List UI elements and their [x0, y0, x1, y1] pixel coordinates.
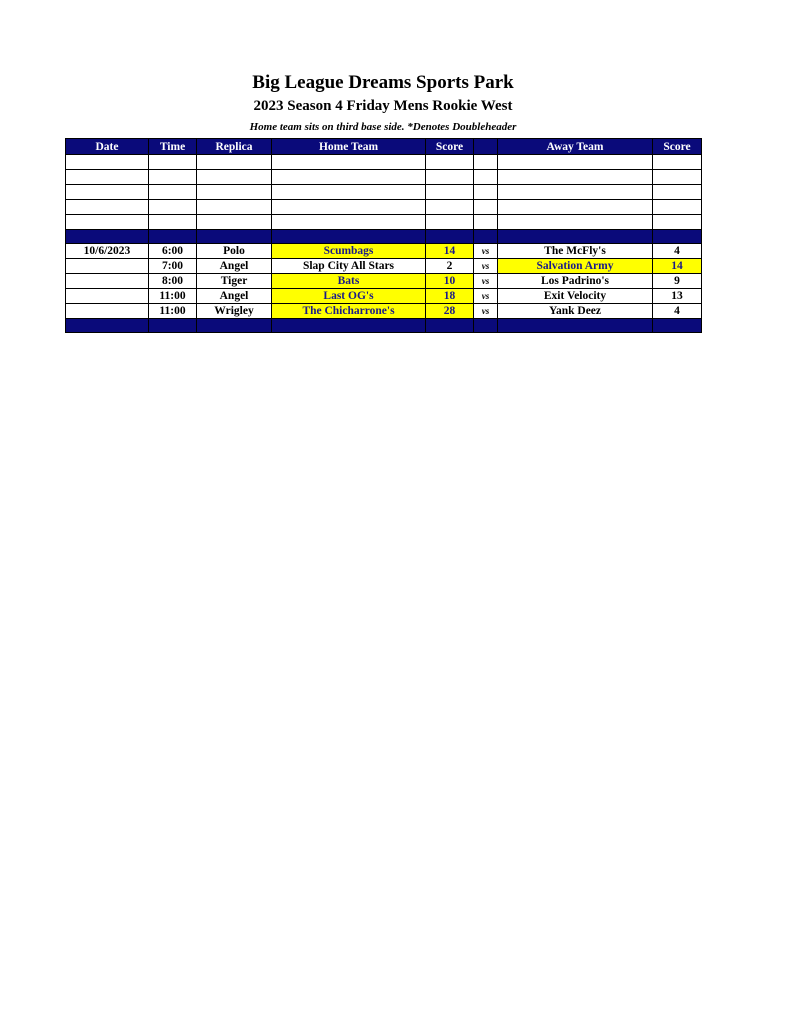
footer-row [66, 319, 702, 333]
game-row [66, 289, 702, 304]
game-time: 11:00 [149, 289, 197, 304]
game-row [66, 304, 702, 319]
game-row [66, 244, 702, 259]
away-team: Salvation Army [498, 259, 653, 274]
column-header-time: Time [149, 139, 197, 155]
game-time: 11:00 [149, 304, 197, 319]
game-time: 6:00 [149, 244, 197, 259]
game-replica: Polo [197, 244, 272, 259]
column-header-replica: Replica [197, 139, 272, 155]
home-score: 10 [426, 274, 474, 289]
column-header-home-score: Score [426, 139, 474, 155]
away-team: Exit Velocity [498, 289, 653, 304]
page-title: Big League Dreams Sports Park [252, 72, 514, 93]
column-header-vs [474, 139, 498, 155]
home-team: Slap City All Stars [272, 259, 426, 274]
empty-row [66, 155, 702, 170]
game-date [66, 304, 149, 319]
empty-row [66, 170, 702, 185]
game-date: 10/6/2023 [66, 244, 149, 259]
game-replica: Wrigley [197, 304, 272, 319]
game-row [66, 259, 702, 274]
page-subtitle: 2023 Season 4 Friday Mens Rookie West [253, 98, 513, 114]
away-score: 4 [653, 304, 702, 319]
game-date [66, 274, 149, 289]
vs-label: vs [474, 304, 498, 319]
game-time: 8:00 [149, 274, 197, 289]
game-replica: Angel [197, 289, 272, 304]
vs-label: vs [474, 274, 498, 289]
away-score: 13 [653, 289, 702, 304]
game-row [66, 274, 702, 289]
home-score: 14 [426, 244, 474, 259]
home-score: 2 [426, 259, 474, 274]
vs-label: vs [474, 259, 498, 274]
game-date [66, 289, 149, 304]
home-team: Bats [272, 274, 426, 289]
away-team: The McFly's [498, 244, 653, 259]
away-team: Yank Deez [498, 304, 653, 319]
away-score: 9 [653, 274, 702, 289]
vs-label: vs [474, 244, 498, 259]
column-header-home-team: Home Team [272, 139, 426, 155]
game-time: 7:00 [149, 259, 197, 274]
away-score: 14 [653, 259, 702, 274]
schedule-table [65, 138, 702, 333]
divider-row [66, 230, 702, 244]
game-date [66, 259, 149, 274]
header-row [66, 139, 702, 155]
game-replica: Tiger [197, 274, 272, 289]
header-note: Home team sits on third base side. *Denotes Doubleheader [249, 121, 517, 133]
away-team: Los Padrino's [498, 274, 653, 289]
vs-label: vs [474, 289, 498, 304]
home-team: Scumbags [272, 244, 426, 259]
column-header-away-score: Score [653, 139, 702, 155]
column-header-away-team: Away Team [498, 139, 653, 155]
home-team: The Chicharrone's [272, 304, 426, 319]
column-header-date: Date [66, 139, 149, 155]
home-score: 18 [426, 289, 474, 304]
home-team: Last OG's [272, 289, 426, 304]
empty-row [66, 185, 702, 200]
away-score: 4 [653, 244, 702, 259]
empty-row [66, 200, 702, 215]
game-replica: Angel [197, 259, 272, 274]
home-score: 28 [426, 304, 474, 319]
empty-row [66, 215, 702, 230]
